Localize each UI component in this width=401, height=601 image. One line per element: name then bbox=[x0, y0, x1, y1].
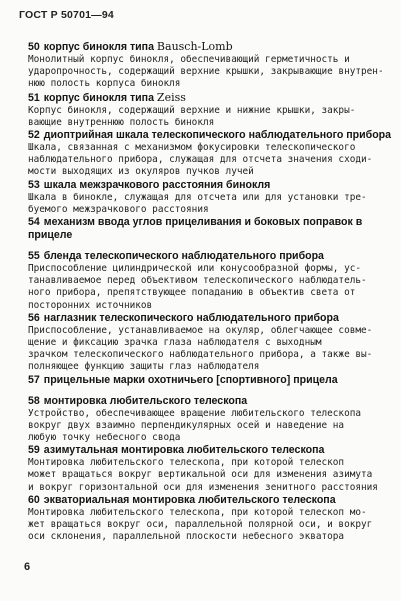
term-54-cont: прицеле bbox=[28, 229, 73, 242]
term-55: 55 бленда телескопического наблюдательного прибора bbox=[28, 250, 324, 263]
term-52: 52 диоптрийная шкала телескопического наблюдательного прибора bbox=[28, 129, 392, 142]
entry-53 bbox=[28, 179, 396, 216]
content bbox=[28, 40, 396, 543]
definition-58: Устройство, обеспечивающее вращение любительского телескопа вокруг двух взаимно перпендикулярных осей и наведение на любую точку небесного свода bbox=[28, 407, 362, 444]
definition-51: Корпус бинокля, содержащий верхние и нижние крышки, закры- вающие внутреннюю полость бинокля bbox=[28, 104, 356, 128]
term-51: 51 корпус бинокля типа Zeiss bbox=[28, 90, 186, 104]
entry-60 bbox=[28, 494, 396, 544]
term-58: 58 монтировка любительского телескопа bbox=[28, 394, 248, 407]
entry-59 bbox=[28, 444, 396, 494]
definition-52: Шкала, связанная с механизмом фокусировки телескопического наблюдательного прибора, служащая для отсчета значения сходи- мости выходящих из окуляров пучков лучей bbox=[28, 142, 373, 178]
entry-52 bbox=[28, 129, 396, 179]
entry-50 bbox=[28, 40, 396, 91]
entry-55 bbox=[28, 250, 396, 312]
entry-51 bbox=[28, 91, 396, 129]
definition-55: Приспособление цилиндрической или конусообразной формы, ус- танавливаемое перед объективом телескопического наблюдатель- ного прибора, препятствующее попаданию в объектив света от посторонних источников bbox=[28, 263, 367, 311]
term-57: 57 прицельные марки охотничьего [спортивного] прицела bbox=[28, 373, 338, 386]
definition-56: Приспособление, устанавливаемое на окуляр, облегчающее совме- щение и фиксацию зрачка глаза наблюдателя с выходным зрачком телескопического наблюдательного прибора, а также вы- полняющее функцию защиты глаз наблюдателя bbox=[28, 324, 373, 373]
term-50: 50 корпус бинокля типа Bausch-Lomb bbox=[28, 40, 233, 53]
entry-56 bbox=[28, 312, 396, 374]
term-59: 59 азимутальная монтировка любительского телескопа bbox=[28, 444, 325, 457]
definition-50: Монолитный корпус бинокля, обеспечивающий герметичность и ударопрочность, содержащий верхние крышки, закрывающие внутрен- нюю полость корпуса бинокля bbox=[28, 54, 384, 90]
term-54: 54 механизм ввода углов прицеливания и боковых поправок в bbox=[28, 216, 363, 229]
definition-53: Шкала в бинокле, служащая для отсчета или для установки тре- буемого межзрачкового расстояния bbox=[28, 191, 367, 215]
definition-60: Монтировка любительского телескопа, при которой телескоп мо- жет вращаться вокруг оси, параллельной полярной оси, и вокруг оси склонения, параллельной плоскости небесного экватора bbox=[28, 506, 373, 543]
entry-58 bbox=[28, 395, 396, 445]
term-56: 56 наглазник телескопического наблюдательного прибора bbox=[28, 311, 339, 324]
term-53: 53 шкала межзрачкового расстояния бинокля bbox=[28, 178, 271, 191]
term-60: 60 экваториальная монтировка любительского телескопа bbox=[28, 493, 336, 506]
entry-57 bbox=[28, 374, 396, 387]
page-header: ГОСТ Р 50701—94 bbox=[19, 9, 114, 21]
entry-54 bbox=[28, 216, 396, 242]
definition-59: Монтировка любительского телескопа, при которой телескоп может вращаться вокруг вертикальной оси для изменения азимута и вокруг горизонтальной оси для изменения зенитного расстояния bbox=[28, 457, 378, 493]
page-number: 6 bbox=[24, 561, 31, 573]
